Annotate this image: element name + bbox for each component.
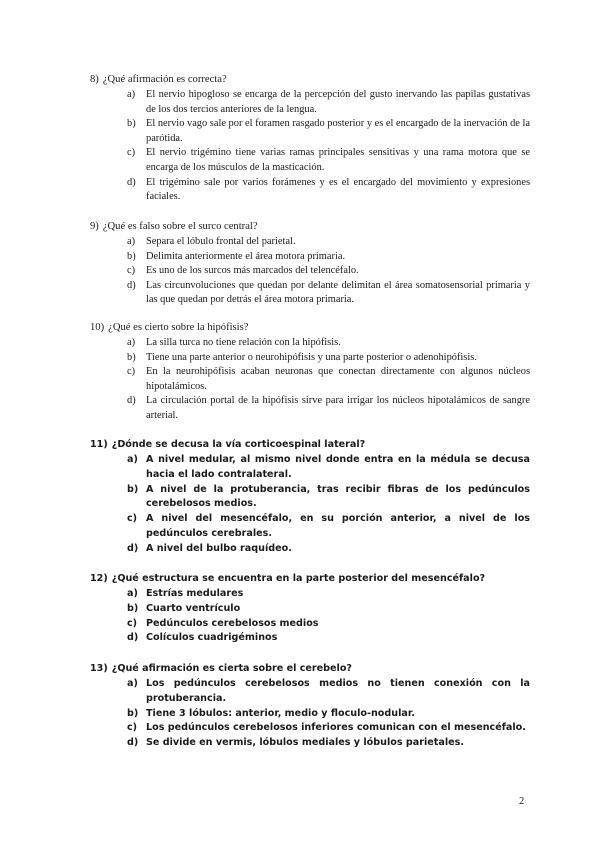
- option-b: [90, 250, 530, 265]
- option-a: [90, 587, 530, 602]
- option-letter: a): [127, 236, 136, 247]
- option-text: Tiene una parte anterior o neurohipófisis y una parte posterior o adenohipófisis.: [146, 351, 477, 363]
- question-heading: [90, 572, 530, 586]
- option-letter: b): [127, 602, 139, 614]
- option-letter: c): [127, 366, 136, 378]
- question-9: [90, 220, 530, 308]
- question-text: ¿Qué es cierto sobre la hipófisis?: [108, 322, 249, 333]
- option-d: [90, 631, 530, 646]
- option-text: Cuarto ventrículo: [146, 602, 241, 614]
- option-text: Las circunvoluciones que quedan por delante delimitan el área somatosensorial primaria y las que quedan por detrás el área motora primaria.: [146, 279, 530, 306]
- option-letter: a): [127, 588, 138, 599]
- option-b: [90, 602, 530, 617]
- option-letter: b): [127, 483, 139, 495]
- option-d: [90, 279, 530, 308]
- option-text: A nivel del bulbo raquídeo.: [146, 542, 292, 554]
- option-letter: d): [127, 176, 136, 188]
- option-a: [90, 336, 530, 351]
- option-letter: b): [127, 118, 136, 130]
- option-c: [90, 146, 530, 175]
- option-letter: b): [127, 707, 139, 719]
- option-text: Separa el lóbulo frontal del parietal.: [146, 236, 296, 247]
- option-text: La silla turca no tiene relación con la hipófisis.: [146, 337, 341, 348]
- question-number: 13): [90, 663, 108, 674]
- option-c: [90, 365, 530, 394]
- question-number: 10): [90, 322, 105, 333]
- question-heading: [90, 438, 530, 452]
- question-heading: [90, 321, 530, 335]
- option-text: A nivel de la protuberancia, tras recibir fibras de los pedúnculos cerebelosos medios.: [146, 483, 530, 510]
- option-a: [90, 88, 530, 117]
- question-text: ¿Qué afirmación es cierta sobre el cerebelo?: [111, 663, 352, 674]
- option-c: [90, 512, 530, 542]
- page-number: 2: [519, 796, 525, 807]
- option-letter: a): [127, 89, 136, 100]
- option-d: [90, 542, 530, 557]
- option-text: A nivel medular, al mismo nivel donde entra en la médula se decusa hacia el lado contralateral.: [146, 454, 530, 480]
- question-13: [90, 662, 530, 751]
- option-text: Pedúnculos cerebelosos medios: [146, 617, 319, 629]
- option-letter: a): [127, 454, 138, 465]
- question-text: ¿Qué estructura se encuentra en la parte posterior del mesencéfalo?: [111, 573, 486, 584]
- option-letter: d): [127, 279, 136, 291]
- question-11: [90, 438, 530, 557]
- option-b: [90, 351, 530, 366]
- option-a: [90, 235, 530, 250]
- option-c: [90, 264, 530, 279]
- option-b: [90, 707, 530, 722]
- question-text: ¿Qué afirmación es correcta?: [102, 74, 227, 85]
- question-heading: [90, 220, 530, 234]
- option-text: Se divide en vermis, lóbulos mediales y lóbulos parietales.: [146, 737, 464, 749]
- option-letter: b): [127, 351, 136, 363]
- option-letter: d): [127, 632, 139, 644]
- option-letter: c): [127, 722, 138, 734]
- option-text: Los pedúnculos cerebelosos medios no tienen conexión con la protuberancia.: [146, 678, 530, 704]
- question-10: [90, 321, 530, 424]
- option-text: Colículos cuadrigéminos: [146, 632, 278, 644]
- option-text: El nervio vago sale por el foramen rasgado posterior y es el encargado de la inervación de la parótida.: [146, 118, 530, 144]
- option-d: [90, 736, 530, 751]
- option-text: A nivel del mesencéfalo, en su porción anterior, a nivel de los pedúnculos cerebrales.: [146, 513, 530, 539]
- option-text: La circulación portal de la hipófisis sirve para irrigar los núcleos hipotalámicos de sangre arterial.: [146, 395, 530, 421]
- option-text: Tiene 3 lóbulos: anterior, medio y floculo-nodular.: [146, 707, 415, 719]
- option-text: El nervio hipogloso se encarga de la percepción del gusto inervando las papilas gustativas de los dos tercios anteriores de la lengua.: [146, 89, 530, 115]
- option-letter: b): [127, 250, 136, 262]
- option-letter: d): [127, 542, 139, 554]
- question-number: 11): [90, 439, 108, 450]
- option-letter: c): [127, 147, 136, 159]
- question-number: 12): [90, 573, 108, 584]
- question-text: ¿Dónde se decusa la vía corticoespinal lateral?: [111, 439, 366, 450]
- option-letter: a): [127, 337, 136, 348]
- option-d: [90, 176, 530, 205]
- option-text: Estrías medulares: [146, 588, 244, 599]
- question-text: ¿Qué es falso sobre el surco central?: [102, 221, 258, 232]
- option-a: [90, 453, 530, 483]
- option-a: [90, 677, 530, 707]
- option-c: [90, 617, 530, 632]
- option-d: [90, 394, 530, 423]
- option-b: [90, 483, 530, 513]
- question-heading: [90, 73, 530, 87]
- option-text: Es uno de los surcos más marcados del telencéfalo.: [146, 265, 359, 277]
- option-letter: a): [127, 678, 138, 689]
- option-text: En la neurohipófisis acaban neuronas que conectan directamente con algunos núcleos hipotalámicos.: [146, 366, 530, 392]
- question-number: 9): [90, 221, 99, 232]
- option-text: El nervio trigémino tiene varias ramas principales sensitivas y una rama motora que se encarga de los músculos de la masticación.: [146, 147, 530, 173]
- question-12: [90, 572, 530, 646]
- option-text: Delimita anteriormente el área motora primaria.: [146, 250, 346, 262]
- question-8: [90, 73, 530, 205]
- option-letter: c): [127, 265, 136, 277]
- option-letter: c): [127, 513, 138, 525]
- option-letter: d): [127, 395, 136, 407]
- option-letter: c): [127, 617, 138, 629]
- option-text: Los pedúnculos cerebelosos inferiores comunican con el mesencéfalo.: [146, 722, 526, 734]
- option-c: [90, 721, 530, 736]
- question-number: 8): [90, 74, 99, 85]
- question-heading: [90, 662, 530, 676]
- option-text: El trigémino sale por varios forámenes y es el encargado del movimiento y expresiones faciales.: [146, 176, 530, 203]
- option-b: [90, 117, 530, 146]
- option-letter: d): [127, 737, 139, 749]
